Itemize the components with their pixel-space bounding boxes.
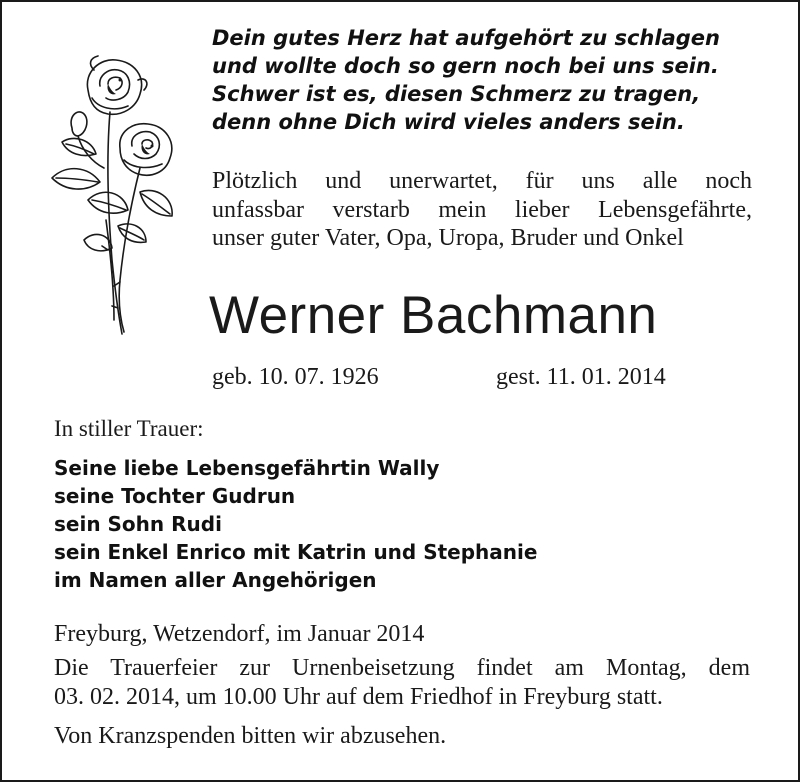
- death-date: gest. 11. 01. 2014: [496, 364, 666, 390]
- death-announcement-text: [212, 167, 752, 253]
- funeral-ceremony-info: [54, 654, 750, 712]
- poem-line: Dein gutes Herz hat aufgehört zu schlagen: [212, 26, 720, 50]
- wreath-request: Von Kranzspenden bitten wir abzusehen.: [54, 723, 447, 749]
- poem-line: denn ohne Dich wird vieles anders sein.: [212, 110, 685, 134]
- birth-date: geb. 10. 07. 1926: [212, 364, 379, 390]
- ceremony-line: Die Trauerfeier zur Urnenbeisetzung findet am Montag, dem: [54, 655, 750, 681]
- mourner-entry: sein Enkel Enrico mit Katrin und Stephanie: [54, 540, 538, 564]
- deceased-name: Werner Bachmann: [209, 286, 658, 345]
- rose-icon: [48, 50, 188, 342]
- intro-line: Plötzlich und unerwartet, für uns alle noch: [212, 168, 752, 194]
- poem-line: und wollte doch so gern noch bei uns sein.: [212, 54, 719, 78]
- mourner-entry: Seine liebe Lebensgefährtin Wally: [54, 456, 440, 480]
- poem-verse: [212, 24, 772, 136]
- mourner-entry: im Namen aller Angehörigen: [54, 568, 377, 592]
- mourner-entry: sein Sohn Rudi: [54, 512, 222, 536]
- mourners-list: [54, 454, 537, 594]
- mourner-entry: seine Tochter Gudrun: [54, 484, 296, 508]
- intro-line: unser guter Vater, Opa, Uropa, Bruder und Onkel: [212, 225, 684, 251]
- intro-line: unfassbar verstarb mein lieber Lebensgefährte,: [212, 196, 752, 223]
- ceremony-line: 03. 02. 2014, um 10.00 Uhr auf dem Friedhof in Freyburg statt.: [54, 684, 663, 710]
- poem-line: Schwer ist es, diesen Schmerz zu tragen,: [212, 82, 701, 106]
- mourning-label: In stiller Trauer:: [54, 416, 204, 441]
- place-and-date: Freyburg, Wetzendorf, im Januar 2014: [54, 621, 425, 647]
